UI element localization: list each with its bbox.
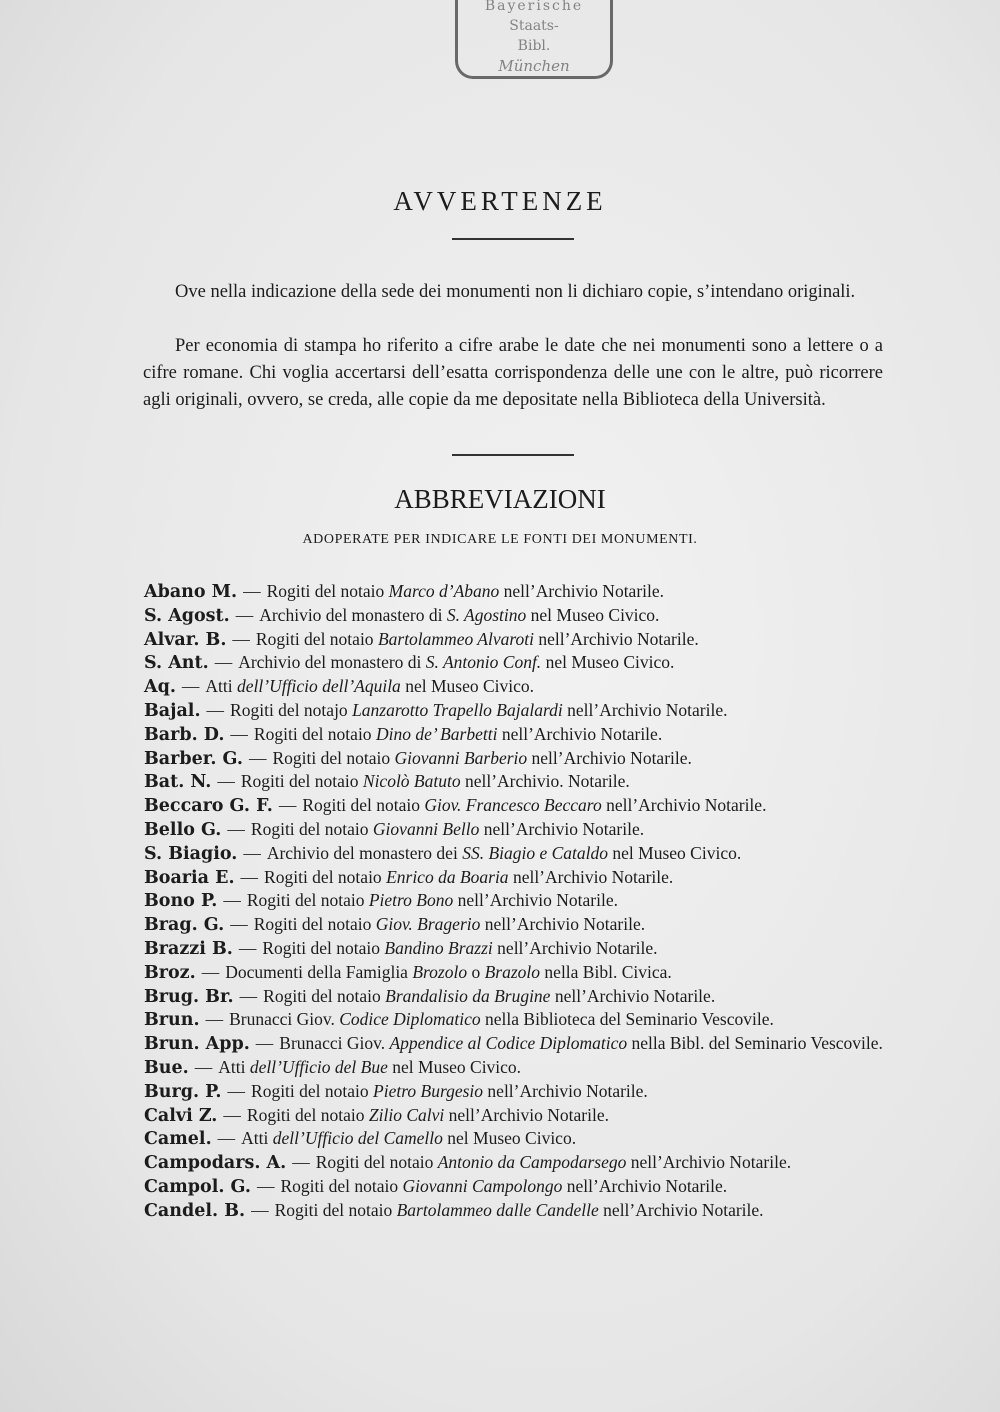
entry-location: nel Museo Civico.	[400, 676, 534, 697]
entry-description: Archivio del monastero di	[259, 604, 447, 625]
dash-separator: —	[223, 890, 241, 911]
abbreviation-entry	[144, 675, 886, 699]
dash-separator: —	[235, 604, 254, 625]
entry-location: nel Museo Civico.	[608, 842, 742, 863]
entry-description: Rogiti del notaio	[315, 1152, 438, 1173]
entry-description: Atti	[241, 1128, 273, 1149]
abbreviation-entry	[144, 1008, 886, 1032]
entry-description: Atti	[218, 1056, 250, 1077]
entry-location: nel Museo Civico.	[387, 1056, 522, 1077]
entry-location: nell’Archivio Notarile.	[479, 818, 645, 839]
library-stamp	[455, 0, 613, 79]
entry-source-name: Appendice al Codice Diplomatico	[389, 1033, 628, 1054]
abbreviation-list	[144, 580, 886, 1223]
avvertenze-paragraph-1: Ove nella indicazione della sede dei monumenti non li dichiaro copie, s’intendano originali.	[175, 282, 856, 302]
entry-location: nell’Archivio Notarile.	[527, 747, 692, 768]
abbreviation-key: Camel.	[144, 1129, 212, 1150]
dash-separator: —	[230, 914, 248, 935]
abbreviation-entry	[144, 1080, 886, 1104]
entry-location: nel Museo Civico.	[526, 604, 660, 625]
abbreviation-key: Abano M.	[144, 582, 238, 602]
entry-description: Rogiti del notaio	[274, 1199, 397, 1220]
entry-source-name: dell’Ufficio del Camello	[272, 1128, 443, 1149]
dash-separator: —	[227, 818, 245, 839]
abbreviazioni-title: ABBREVIAZIONI	[394, 484, 606, 514]
abbreviation-entry	[144, 723, 886, 747]
entry-source-name: dell’Ufficio del Bue	[249, 1056, 388, 1077]
abbreviation-entry	[144, 985, 886, 1009]
entry-location: nell’Archivio Notarile.	[533, 628, 699, 649]
entry-source-name: Dino de’ Barbetti	[375, 723, 498, 744]
entry-source-name: Brazolo	[484, 961, 541, 982]
entry-description: Documenti della Famiglia	[225, 961, 413, 982]
dash-separator: —	[217, 1128, 236, 1149]
entry-description: o	[467, 961, 485, 982]
entry-location: nell’Archivio Notarile.	[453, 890, 618, 911]
entry-location: nell’Archivio Notarile.	[499, 581, 665, 601]
abbreviation-key: Campodars. A.	[144, 1153, 287, 1174]
abbreviation-entry	[144, 1104, 886, 1128]
abbreviation-key: Campol. G.	[144, 1176, 251, 1197]
dash-separator: —	[227, 1080, 246, 1101]
abbreviation-key: Beccaro G. F.	[144, 796, 273, 817]
stamp-line: Staats-	[509, 18, 559, 34]
abbreviation-entry	[144, 794, 886, 818]
abbreviation-entry	[144, 1127, 886, 1151]
entry-location: nel Museo Civico.	[541, 652, 675, 673]
dash-separator: —	[243, 842, 261, 863]
entry-source-name: Pietro Bono	[368, 890, 454, 911]
dash-separator: —	[206, 699, 225, 720]
abbreviation-entry	[144, 937, 886, 961]
abbreviation-key: Brazzi B.	[144, 938, 233, 959]
abbreviation-key: Brug. Br.	[144, 986, 234, 1007]
avvertenze-title: AVVERTENZE	[393, 186, 607, 216]
entry-location: nella Biblioteca del Seminario Vescovile.	[480, 1009, 774, 1030]
entry-source-name: Marco d’Abano	[388, 581, 500, 601]
entry-source-name: Brandalisio da Brugine	[385, 985, 551, 1006]
entry-description: Rogiti del notaio	[250, 818, 373, 839]
entry-location: nella Bibl. del Seminario Vescovile.	[627, 1033, 883, 1054]
entry-description: Archivio del monastero di	[238, 652, 426, 673]
abbreviation-key: Barber. G.	[144, 748, 243, 769]
dash-separator: —	[239, 985, 258, 1006]
abbreviation-key: Bello G.	[144, 819, 222, 840]
avvertenze-paragraph-2: Per economia di stampa ho riferito a cifre arabe le date che nei monumenti sono a lettere o a cifre romane. Chi voglia accertarsi dell’esatta corrispondenza delle une con le altre, può ricorrere agli originali, ovvero, se creda, alle copie da me depositate nella Biblioteca della Università.	[143, 336, 883, 410]
dash-separator: —	[278, 795, 297, 816]
abbreviation-entry	[144, 628, 886, 652]
dash-separator: —	[201, 961, 220, 982]
entry-source-name: dell’Ufficio dell’Aquila	[237, 676, 401, 697]
abbreviazioni-subtitle: ADOPERATE PER INDICARE LE FONTI DEI MONUMENTI.	[302, 532, 698, 547]
entry-source-name: Giovanni Bello	[372, 818, 480, 839]
entry-description: Atti	[205, 676, 238, 697]
stamp-line: Bayerische	[484, 0, 584, 14]
abbreviation-entry	[144, 889, 886, 913]
abbreviation-key: Bajal.	[144, 700, 201, 721]
dash-separator: —	[205, 1009, 224, 1030]
abbreviation-entry	[144, 866, 886, 890]
entry-source-name: S. Agostino	[446, 604, 527, 625]
entry-source-name: Bartolammeo dalle Candelle	[396, 1199, 599, 1220]
entry-description: Rogiti del notaio	[272, 747, 395, 768]
entry-location: nell’Archivio Notarile.	[601, 795, 767, 816]
abbreviation-entry	[144, 842, 886, 866]
abbreviation-key: Boaria E.	[144, 867, 235, 888]
dash-separator: —	[248, 747, 267, 768]
entry-location: nell’Archivio Notarile.	[483, 1080, 648, 1101]
entry-location: nell’Archivio Notarile.	[444, 1104, 610, 1125]
dash-separator: —	[230, 723, 248, 744]
stamp-line: Bibl.	[517, 38, 551, 54]
dash-separator: —	[232, 628, 250, 649]
entry-location: nel Museo Civico.	[442, 1128, 577, 1149]
entry-location: nell’Archivio Notarile.	[598, 1199, 764, 1220]
entry-description: Rogiti del notaio	[246, 1104, 369, 1125]
entry-source-name: Giov. Bragerio	[375, 914, 481, 935]
dash-separator: —	[256, 1175, 275, 1196]
entry-location: nell’Archivio Notarile.	[492, 937, 658, 958]
abbreviation-entry	[144, 604, 886, 628]
abbreviation-entry	[144, 747, 886, 771]
entry-source-name: Giovanni Barberio	[394, 747, 528, 768]
entry-description: Rogiti del notaio	[253, 723, 376, 744]
abbreviation-entry	[144, 1151, 886, 1175]
entry-source-name: Bartolammeo Alvaroti	[377, 628, 534, 649]
entry-source-name: Enrico da Boaria	[386, 866, 509, 887]
entry-source-name: Lanzarotto Trapello Bajalardi	[352, 699, 563, 720]
abbreviation-key: Bat. N.	[144, 772, 212, 793]
abbreviation-key: Broz.	[144, 962, 196, 983]
entry-description: Rogiti del notaio	[263, 985, 386, 1006]
title-rule	[452, 238, 574, 240]
entry-description: Rogiti del notajo	[230, 699, 353, 720]
entry-description: Archivio del monastero dei	[266, 842, 463, 863]
abbreviation-key: Brag. G.	[144, 915, 225, 936]
entry-location: nell’Archivio Notarile.	[562, 699, 728, 720]
abbreviation-key: S. Agost.	[144, 605, 230, 626]
entry-source-name: Giovanni Campolongo	[402, 1175, 563, 1196]
entry-source-name: S. Antonio Conf.	[425, 652, 542, 673]
abbreviation-entry	[144, 1032, 886, 1056]
abbreviation-key: S. Biagio.	[144, 843, 238, 864]
entry-description: Rogiti del notaio	[251, 1080, 374, 1101]
abbreviation-entry	[144, 1056, 886, 1080]
abbreviation-key: Candel. B.	[144, 1200, 246, 1221]
entry-location: nell’Archivio Notarile.	[626, 1152, 792, 1173]
abbreviation-key: Bue.	[144, 1057, 189, 1078]
abbreviation-key: Aq.	[144, 677, 176, 698]
entry-source-name: SS. Biagio e Cataldo	[462, 842, 609, 863]
abbreviation-key: S. Ant.	[144, 653, 209, 674]
abbreviation-key: Bono P.	[144, 891, 218, 912]
entry-source-name: Codice Diplomatico	[339, 1009, 481, 1030]
dash-separator: —	[238, 937, 257, 958]
entry-description: Brunacci Giov.	[229, 1009, 340, 1030]
dash-separator: —	[240, 866, 259, 887]
entry-description: Rogiti del notaio	[262, 937, 385, 958]
dash-separator: —	[243, 581, 261, 601]
abbreviation-entry	[144, 818, 886, 842]
abbreviation-key: Burg. P.	[144, 1081, 222, 1102]
dash-separator: —	[194, 1056, 213, 1077]
entry-description: Rogiti del notaio	[240, 771, 363, 792]
dash-separator: —	[214, 652, 233, 673]
dash-separator: —	[292, 1152, 310, 1173]
abbreviation-entry	[144, 961, 886, 985]
entry-location: nell’Archivio. Notarile.	[460, 771, 630, 792]
abbreviation-entry	[144, 651, 886, 675]
abbreviation-entry	[144, 1199, 886, 1223]
abbreviation-key: Brun. App.	[144, 1034, 250, 1055]
abbreviation-key: Calvi Z.	[144, 1105, 218, 1126]
section-rule	[452, 454, 574, 456]
entry-description: Rogiti del notaio	[302, 795, 425, 816]
abbreviation-entry	[144, 1175, 886, 1199]
dash-separator: —	[255, 1033, 274, 1054]
entry-source-name: Giov. Francesco Beccaro	[424, 795, 602, 816]
entry-description: Rogiti del notaio	[246, 890, 369, 911]
entry-location: nell’Archivio Notarile.	[508, 866, 674, 887]
entry-description: Rogiti del notaio	[266, 581, 389, 601]
entry-location: nella Bibl. Civica.	[540, 961, 672, 982]
abbreviation-key: Brun.	[144, 1010, 200, 1031]
dash-separator: —	[223, 1104, 241, 1125]
entry-source-name: Bandino Brazzi	[384, 937, 493, 958]
stamp-line: München	[498, 57, 570, 75]
abbreviation-entry	[144, 770, 886, 794]
abbreviation-key: Barb. D.	[144, 724, 225, 745]
entry-description: Rogiti del notaio	[253, 914, 376, 935]
entry-location: nell’Archivio Notarile.	[497, 723, 663, 744]
entry-description: Rogiti del notaio	[264, 866, 387, 887]
entry-source-name: Brozolo	[412, 961, 468, 982]
dash-separator: —	[251, 1199, 269, 1220]
entry-description: Brunacci Giov.	[279, 1033, 390, 1054]
abbreviation-entry	[144, 580, 886, 604]
entry-location: nell’Archivio Notarile.	[562, 1175, 728, 1196]
entry-description: Rogiti del notaio	[280, 1175, 403, 1196]
abbreviation-key: Alvar. B.	[144, 629, 227, 650]
entry-location: nell’Archivio Notarile.	[480, 914, 646, 935]
entry-location: nell’Archivio Notarile.	[550, 985, 716, 1006]
entry-description: Rogiti del notaio	[255, 628, 378, 649]
abbreviation-entry	[144, 699, 886, 723]
entry-source-name: Pietro Burgesio	[373, 1080, 484, 1101]
entry-source-name: Zilio Calvi	[368, 1104, 445, 1125]
entry-source-name: Nicolò Batuto	[362, 771, 461, 792]
abbreviation-entry	[144, 913, 886, 937]
dash-separator: —	[217, 771, 235, 792]
entry-source-name: Antonio da Campodarsego	[437, 1152, 627, 1173]
dash-separator: —	[181, 676, 200, 697]
